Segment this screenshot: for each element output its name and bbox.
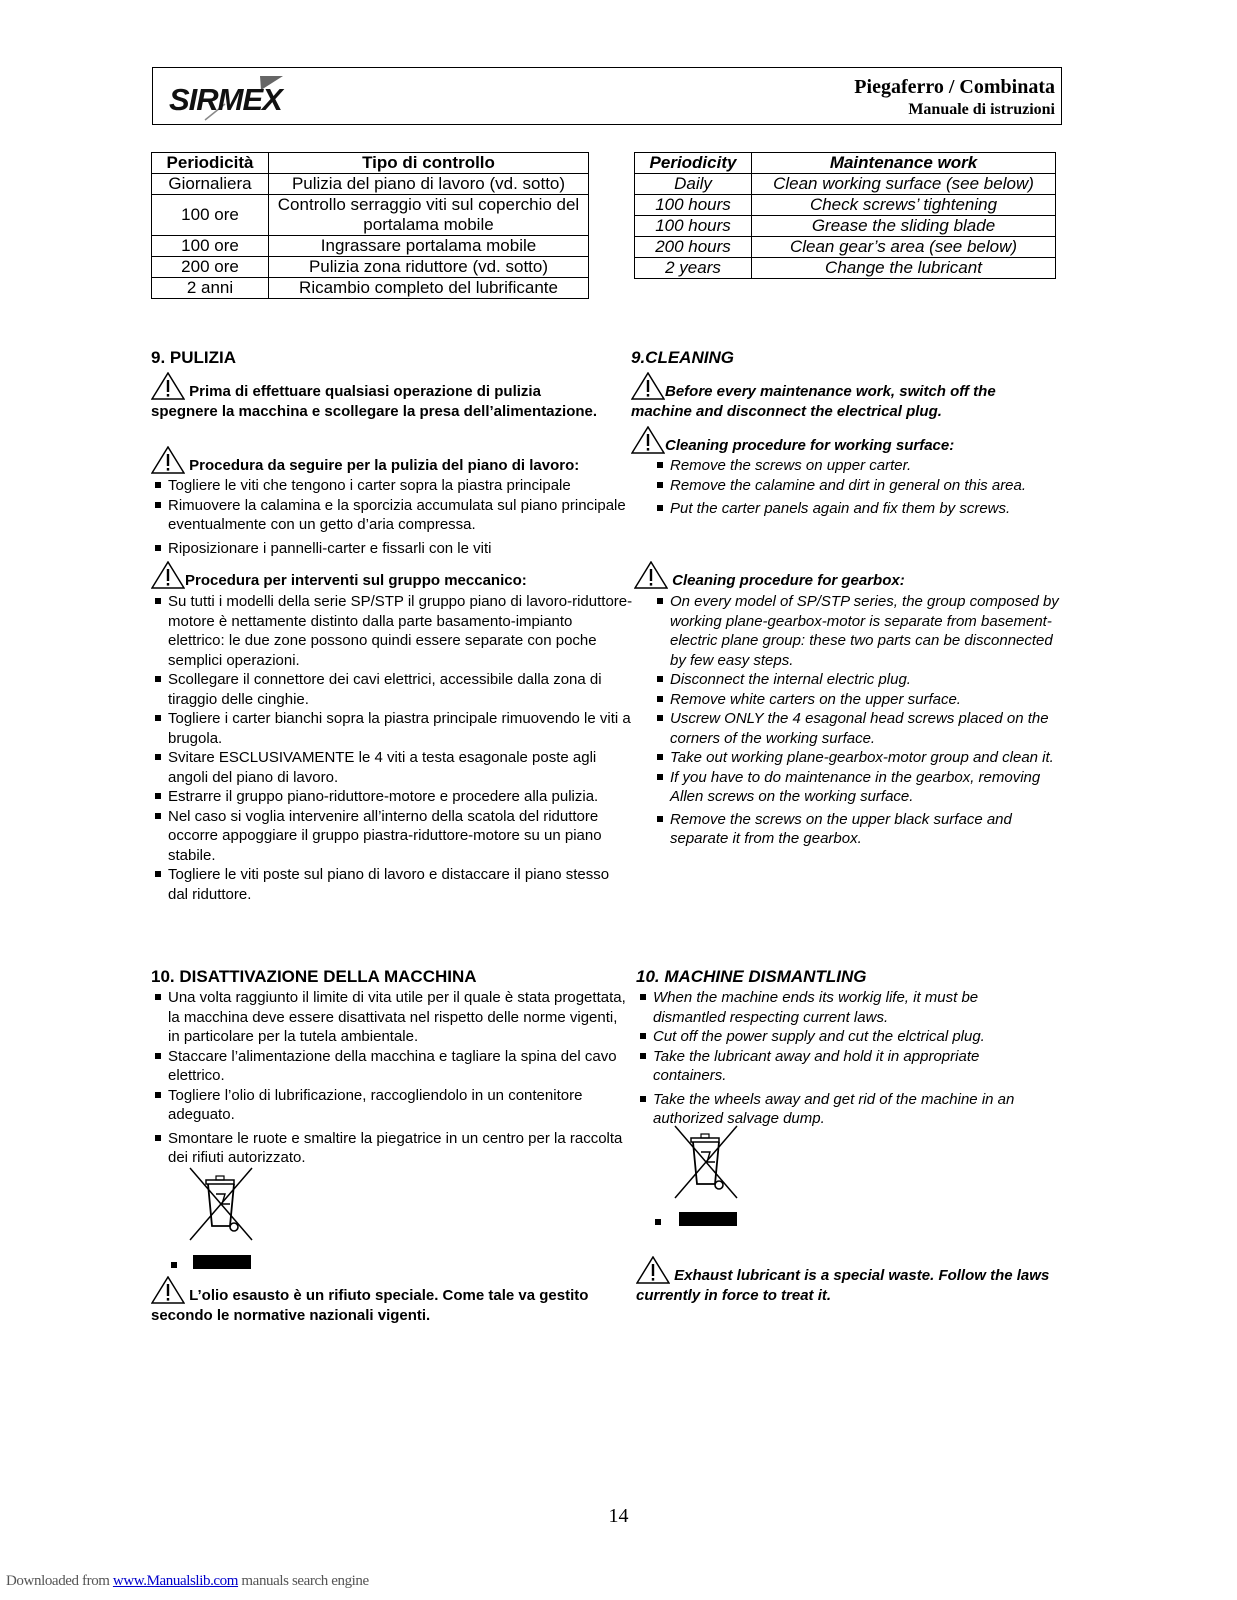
page-header [152, 67, 1062, 125]
section-10-title-en: 10. MACHINE DISMANTLING [636, 967, 867, 986]
warning-triangle-icon [151, 561, 185, 589]
warning-triangle-icon [151, 372, 185, 400]
list-item: Estrarre il gruppo piano-riduttore-motore e procedere alla pulizia. [151, 787, 633, 807]
download-footer: Downloaded from www.Manualslib.com manuals search engine [6, 1573, 369, 1589]
section-9-title-en: 9.CLEANING [631, 348, 734, 367]
table-header: Tipo di controllo [269, 153, 589, 174]
table-row: 2 years Change the lubricant [635, 258, 1056, 279]
dismantling-list-en [636, 988, 1054, 1129]
list-item: When the machine ends its workig life, it must be dismantled respecting current laws. [636, 988, 1054, 1027]
list-item: Scollegare il connettore dei cavi elettrici, accessibile dalla zona di tiraggio delle cinghie. [151, 670, 633, 709]
list-item: Su tutti i modelli della serie SP/STP il gruppo piano di lavoro-riduttore-motore è nettamente distinto dalla parte basamento-impianto elettrico: le due zone possono quindi essere separate con poche semplici operazioni. [151, 592, 633, 670]
gearbox-procedure-list-en [653, 592, 1063, 849]
warning-exhaust-lubricant-en: Exhaust lubricant is a special waste. Follow the laws currently in force to treat it. [636, 1256, 1061, 1305]
list-item: Smontare le ruote e smaltire la piegatrice in un centro per la raccolta dei rifiuti autorizzato. [151, 1129, 633, 1168]
list-item: Svitare ESCLUSIVAMENTE le 4 viti a testa esagonale poste agli angoli del piano di lavoro. [151, 748, 633, 787]
list-item: Remove the screws on the upper black surface and separate it from the gearbox. [653, 810, 1063, 849]
table-header: Periodicity [635, 153, 752, 174]
page-number: 14 [608, 1505, 629, 1527]
table-row: 200 hours Clean gear’s area (see below) [635, 237, 1056, 258]
mechanical-procedure-list-it [151, 592, 633, 904]
list-item: Remove the screws on upper carter. [653, 456, 1053, 476]
table-row: 100 ore Controllo serraggio viti sul coperchio del portalama mobile [152, 195, 589, 236]
list-item: Remove the calamine and dirt in general on this area. [653, 476, 1053, 496]
list-item: Togliere l’olio di lubrificazione, raccogliendolo in un contenitore adeguato. [151, 1086, 633, 1125]
warning-mechanical-procedure-it: Procedura per interventi sul gruppo meccanico: [151, 561, 527, 591]
bullet-square [655, 1219, 661, 1225]
table-row: 100 hours Check screws’ tightening [635, 195, 1056, 216]
warning-triangle-icon [151, 446, 185, 474]
maintenance-table-it [151, 152, 589, 299]
list-item: Staccare l’alimentazione della macchina e tagliare la spina del cavo elettrico. [151, 1047, 633, 1086]
table-header: Maintenance work [752, 153, 1056, 174]
list-item: If you have to do maintenance in the gearbox, removing Allen screws on the working surface. [653, 768, 1063, 807]
list-item: Take out working plane-gearbox-motor group and clean it. [653, 748, 1063, 768]
document-title: Piegaferro / Combinata [854, 76, 1055, 98]
black-bar [193, 1255, 251, 1269]
list-item: Rimuovere la calamina e la sporcizia accumulata sul piano principale eventualmente con un getto d’aria compressa. [151, 496, 633, 535]
section-9-title-it: 9. PULIZIA [151, 348, 237, 367]
warning-triangle-icon [636, 1256, 670, 1284]
crossed-bin-icon [671, 1122, 741, 1200]
surface-cleaning-list-it [151, 476, 633, 558]
sirmex-logo [165, 74, 305, 122]
warning-triangle-icon [631, 372, 665, 400]
list-item: Take the lubricant away and hold it in appropriate containers. [636, 1047, 1054, 1086]
section-10-title-it: 10. DISATTIVAZIONE DELLA MACCHINA [151, 967, 477, 986]
warning-power-off-it: Prima di effettuare qualsiasi operazione di pulizia spegnere la macchina e scollegare la presa dell’alimentazione. [151, 372, 611, 421]
table-row: Giornaliera Pulizia del piano di lavoro (vd. sotto) [152, 174, 589, 195]
document-subtitle: Manuale di istruzioni [908, 101, 1055, 118]
list-item: Uscrew ONLY the 4 esagonal head screws placed on the corners of the working surface. [653, 709, 1063, 748]
dismantling-list-it [151, 988, 633, 1168]
warning-power-off-en: Before every maintenance work, switch off the machine and disconnect the electrical plug. [631, 372, 1056, 421]
warning-surface-procedure-it: Procedura da seguire per la pulizia del piano di lavoro: [151, 446, 579, 476]
table-header: Periodicità [152, 153, 269, 174]
warning-triangle-icon [631, 426, 665, 454]
bullet-square [171, 1262, 177, 1268]
list-item: Put the carter panels again and fix them by screws. [653, 499, 1053, 519]
manualslib-link[interactable]: www.Manualslib.com [112, 1573, 239, 1589]
crossed-bin-icon [186, 1164, 256, 1242]
warning-surface-procedure-en: Cleaning procedure for working surface: [631, 426, 954, 456]
list-item: Una volta raggiunto il limite di vita utile per il quale è stata progettata, la macchina deve essere disattivata nel rispetto delle norme vigenti, in particolare per la tutela ambientale. [151, 988, 633, 1047]
list-item: Togliere le viti poste sul piano di lavoro e distaccare il piano stesso dal riduttore. [151, 865, 633, 904]
list-item: Riposizionare i pannelli-carter e fissarli con le viti [151, 539, 633, 559]
svg-text:SIRMEX: SIRMEX [169, 82, 282, 117]
warning-exhaust-oil-it: L’olio esausto è un rifiuto speciale. Come tale va gestito secondo le normative nazionali vigenti. [151, 1276, 591, 1325]
list-item: Disconnect the internal electric plug. [653, 670, 1063, 690]
list-item: On every model of SP/STP series, the group composed by working plane-gearbox-motor is separate from basement-electric plane group: these two parts can be disconnected by few easy steps. [653, 592, 1063, 670]
list-item: Remove white carters on the upper surface. [653, 690, 1063, 710]
list-item: Togliere i carter bianchi sopra la piastra principale rimuovendo le viti a brugola. [151, 709, 633, 748]
warning-gearbox-procedure-en: Cleaning procedure for gearbox: [634, 561, 905, 591]
black-bar [679, 1212, 737, 1226]
table-row: 200 ore Pulizia zona riduttore (vd. sotto) [152, 257, 589, 278]
list-item: Nel caso si voglia intervenire all’interno della scatola del riduttore occorre appoggiare il gruppo piastra-riduttore-motore su un piano stabile. [151, 807, 633, 866]
list-item: Togliere le viti che tengono i carter sopra la piastra principale [151, 476, 633, 496]
list-item: Take the wheels away and get rid of the machine in an authorized salvage dump. [636, 1090, 1054, 1129]
warning-triangle-icon [151, 1276, 185, 1304]
table-row: 100 ore Ingrassare portalama mobile [152, 236, 589, 257]
table-row: 2 anni Ricambio completo del lubrificante [152, 278, 589, 299]
surface-cleaning-list-en [653, 456, 1053, 519]
table-row: Daily Clean working surface (see below) [635, 174, 1056, 195]
table-row: 100 hours Grease the sliding blade [635, 216, 1056, 237]
warning-triangle-icon [634, 561, 668, 589]
list-item: Cut off the power supply and cut the elctrical plug. [636, 1027, 1054, 1047]
maintenance-table-en [634, 152, 1056, 279]
